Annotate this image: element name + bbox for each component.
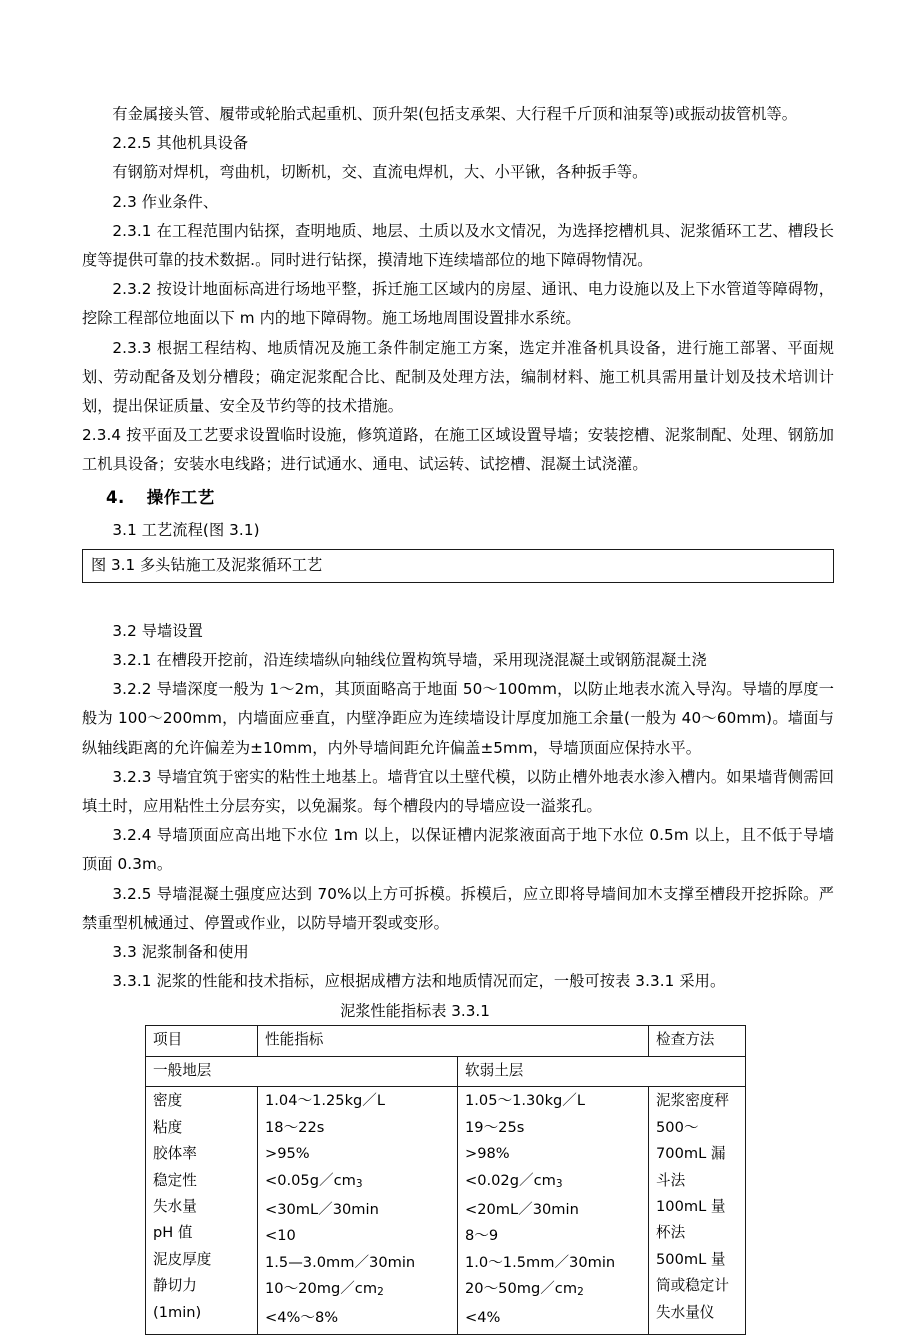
table-caption: 泥浆性能指标表 3.3.1 [340, 1002, 490, 1021]
table-cell-check: 泥浆密度秤 [656, 1092, 729, 1110]
paragraph-3-3-1: 3.3.1 泥浆的性能和技术指标，应根据成槽方法和地质情况而定，一般可按表 3.3.1 采用。 [112, 972, 726, 991]
table-header-check-method: 检查方法 [649, 1026, 746, 1056]
paragraph-2-3-4: 2.3.4 按平面及工艺要求设置临时设施，修筑道路，在施工区域设置导墙；安装挖槽、泥浆制配、处理、钢筋加工机具设备；安装水电线路；进行试通水、通电、试运转、试挖槽、混凝土试浇灌。 [82, 426, 834, 474]
table-cell-soft: <0.02g／cm3 [465, 1171, 563, 1190]
paragraph-3-2-5: 3.2.5 导墙混凝土强度应达到 70%以上方可拆模。拆模后，应立即将导墙间加木支撑至槽段开挖拆除。严禁重型机械通过、停置或作业，以防导墙开裂或变形。 [82, 884, 834, 932]
table-cell-item: 泥皮厚度 [153, 1250, 212, 1268]
table-cell-check: 杯法 [656, 1224, 686, 1242]
paragraph-3-2-4: 3.2.4 导墙顶面应高出地下水位 1m 以上，以保证槽内泥浆液面高于地下水位 0.5m 以上，且不低于导墙顶面 0.3m。 [82, 826, 834, 874]
figure-caption: 图 3.1 多头钻施工及泥浆循环工艺 [91, 555, 323, 574]
table-cell-item: 静切力 [153, 1277, 197, 1295]
table-cell-item: (1min) [153, 1303, 202, 1321]
paragraph-3-1-flow-heading: 3.1 工艺流程(图 3.1) [112, 520, 260, 539]
table-cell-soft: 19～25s [465, 1118, 525, 1136]
table-cell-check: 斗法 [656, 1171, 686, 1189]
paragraph-equipment-metal: 有金属接头管、履带或轮胎式起重机、顶升架(包括支承架、大行程千斤顶和油泵等)或振动拔管机等。 [112, 105, 798, 123]
document-body [82, 100, 834, 1335]
table-cell-soft: >98% [465, 1145, 510, 1163]
paragraph-3-2-2: 3.2.2 导墙深度一般为 1～2m，其顶面略高于地面 50～100mm，以防止地表水流入导沟。导墙的厚度一般为 100～200mm，内墙面应垂直，内壁净距应为连续墙设计厚度加施工余量(一般为 40～60mm)。墙面与纵轴线距离的允许偏差为±10mm，内外导墙间距允许偏盖±5mm，导墙顶面应保持水平。 [82, 680, 834, 757]
table-cell-check: 700mL 漏 [656, 1145, 726, 1163]
paragraph-3-2-1: 3.2.1 在槽段开挖前，沿连续墙纵向轴线位置构筑导墙，采用现浇混凝土或钢筋混凝土浇 [112, 651, 707, 670]
figure-spacer [82, 583, 834, 617]
table-cell-general: <30mL／30min [265, 1200, 379, 1218]
paragraph-2-3-1: 2.3.1 在工程范围内钻探，查明地质、地层、土质以及水文情况，为选择挖槽机具、泥浆循环工艺、槽段长度等提供可靠的技术数据.。同时进行钻探，摸清地下连续墙部位的地下障碍物情况。 [82, 221, 834, 270]
operation-process-number: 4. [106, 487, 125, 507]
table-header-item: 项目 [146, 1026, 258, 1056]
paragraph-2-2-5-heading: 2.2.5 其他机具设备 [112, 134, 249, 153]
table-cell-item: 粘度 [153, 1118, 183, 1136]
paragraph-3-2-3: 3.2.3 导墙宜筑于密实的粘性土地基上。墙背宜以土壁代模，以防止槽外地表水渗入槽内。如果墙背侧需回填土时，应用粘性土分层夯实，以免漏浆。每个槽段内的导墙应设一溢浆孔。 [82, 767, 834, 816]
table-subheader-row [146, 1056, 746, 1086]
operation-process-heading [82, 480, 834, 516]
table-column-soft-soil [458, 1087, 649, 1334]
table-cell-general: 10～20mg／cm2 [265, 1280, 384, 1298]
table-header-performance: 性能指标 [258, 1026, 649, 1056]
table-cell-soft: <4% [465, 1309, 501, 1327]
table-cell-general: 1.5—3.0mm／30min [265, 1253, 416, 1271]
table-cell-item: 胶体率 [153, 1145, 197, 1163]
table-subheader-general: 一般地层 [146, 1056, 458, 1086]
table-data-block-row [146, 1087, 746, 1334]
table-cell-soft: <20mL／30min [465, 1200, 579, 1218]
table-cell-check: 筒或稳定计 [656, 1277, 729, 1295]
paragraph-3-3-heading: 3.3 泥浆制备和使用 [112, 943, 249, 962]
table-cell-item: pH 值 [153, 1224, 193, 1242]
table-cell-check: 500mL 量 [656, 1250, 726, 1268]
table-cell-general: <10 [265, 1227, 296, 1245]
table-cell-soft: 1.0～1.5mm／30min [465, 1253, 616, 1271]
table-column-items [146, 1087, 258, 1334]
table-cell-soft: 20～50mg／cm2 [465, 1280, 584, 1298]
table-cell-general: >95% [265, 1145, 310, 1163]
table-cell-general: <0.05g／cm3 [265, 1171, 363, 1190]
table-cell-item: 失水量 [153, 1197, 197, 1215]
slurry-performance-table [145, 1025, 746, 1334]
paragraph-2-3-heading: 2.3 作业条件、 [112, 192, 219, 211]
table-column-general-stratum [258, 1087, 458, 1334]
figure-placeholder-box [82, 549, 834, 583]
table-column-check-method [649, 1087, 746, 1334]
operation-process-title: 操作工艺 [146, 487, 215, 507]
table-cell-general: 18～22s [265, 1118, 325, 1136]
paragraph-3-2-heading: 3.2 导墙设置 [112, 621, 203, 640]
table-cell-item: 密度 [153, 1092, 183, 1110]
paragraph-2-2-5-body: 有钢筋对焊机，弯曲机，切断机，交、直流电焊机，大、小平锹，各种扳手等。 [112, 163, 648, 182]
table-cell-check: 500～ [656, 1118, 699, 1136]
table-subheader-soft: 软弱土层 [458, 1056, 746, 1086]
table-cell-soft: 8～9 [465, 1227, 499, 1245]
table-header-row [146, 1026, 746, 1056]
table-cell-check: 100mL 量 [656, 1197, 726, 1215]
table-cell-check: 失水量仪 [656, 1303, 715, 1321]
table-cell-general: <4%～8% [265, 1309, 339, 1327]
table-cell-general: 1.04～1.25kg／L [265, 1092, 386, 1110]
table-cell-soft: 1.05～1.30kg／L [465, 1092, 586, 1110]
paragraph-2-3-2: 2.3.2 按设计地面标高进行场地平整，拆迁施工区域内的房屋、通讯、电力设施以及上下水管道等障碍物，挖除工程部位地面以下 m 内的地下障碍物。施工场地周围设置排水系统。 [82, 280, 834, 328]
table-cell-item: 稳定性 [153, 1171, 197, 1189]
paragraph-2-3-3: 2.3.3 根据工程结构、地质情况及施工条件制定施工方案，选定并准备机具设备，进行施工部署、平面规划、劳动配备及划分槽段；确定泥浆配合比、配制及处理方法，编制材料、施工机具需用量计划及技术培训计划，提出保证质量、安全及节约等的技术措施。 [82, 338, 834, 416]
